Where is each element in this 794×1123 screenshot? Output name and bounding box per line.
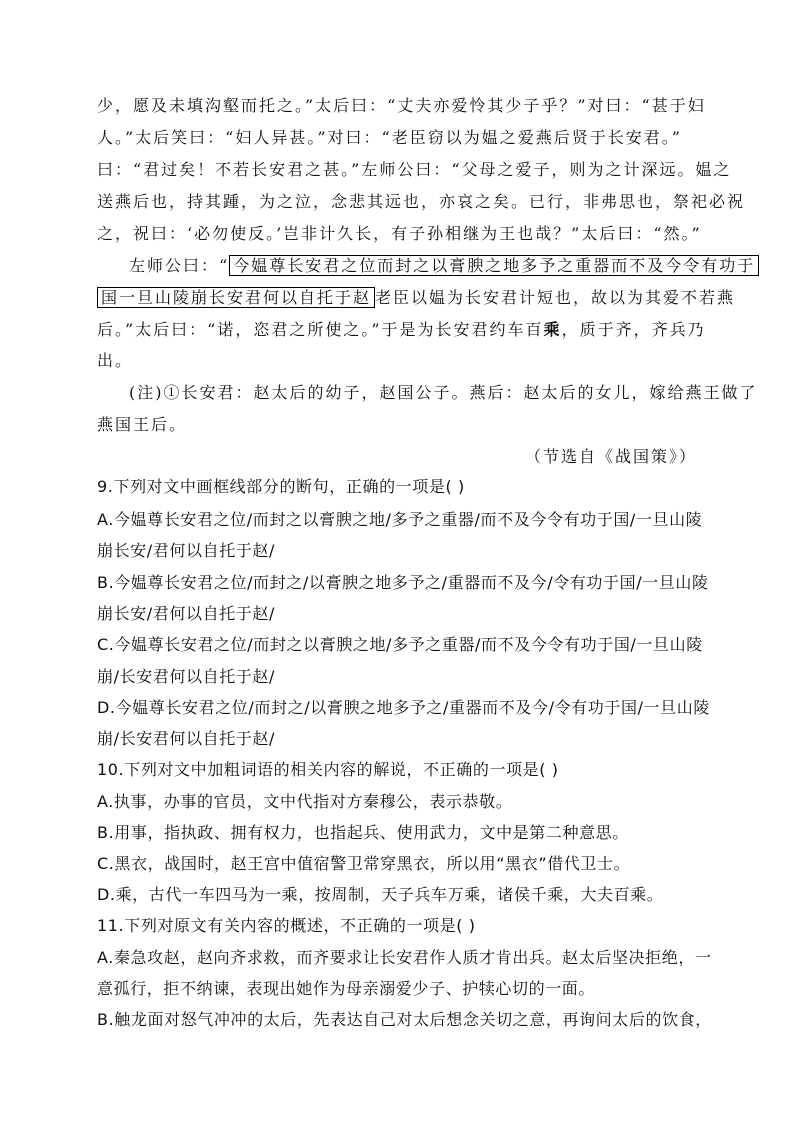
- q9-option-b-line1: B.今媪尊长安君之位/而封之/以膏腴之地多予之/重器而不及今/令有功于国/一旦山陵: [97, 573, 709, 592]
- q10-option-c: C.黑衣，战国时，赵王宫中值宿警卫常穿黑衣，所以用“黑衣”借代卫士。: [97, 854, 631, 873]
- q10-option-d: D.乘，古代一车四马为一乘，按周制，天子兵车万乘，诸侯千乘，大夫百乘。: [97, 885, 664, 904]
- q9-option-b-line2: 崩长安/君何以自托于赵/: [97, 604, 275, 623]
- q10-option-b: B.用事，指执政、拥有权力，也指起兵、使用武力，文中是第二种意思。: [97, 823, 629, 842]
- boxed-text-part1: 今媪尊长安君之位而封之以膏腴之地多予之重器而不及今令有功于: [229, 255, 759, 276]
- q11-option-b-line1: B.触龙面对怒气冲冲的太后，先表达自己对太后想念关切之意，再询问太后的饮食，: [97, 1010, 712, 1029]
- q9-option-a-line2: 崩长安/君何以自托于赵/: [97, 541, 275, 560]
- q9-option-d-line1: D.今媪尊长安君之位/而封之/以膏腴之地多予之/重器而不及今/令有功于国/一旦山陵: [97, 698, 710, 717]
- line8-before: 后。”太后曰：“诺，恣君之所使之。”于是为长安君约车百: [97, 320, 544, 339]
- q11-option-a-line1: A.秦急攻赵，赵向齐求救，而齐要求让长安君作人质才肯出兵。赵太后坚决拒绝，一: [97, 948, 712, 967]
- passage-line-5: 之，祝曰：‘必勿使反。’岂非计久长，有子孙相继为王也哉？”太后曰：“然。”: [97, 224, 702, 243]
- passage-line-9: 出。: [97, 351, 134, 370]
- line8-after: ，质于齐，齐兵乃: [561, 320, 706, 339]
- passage-line-3: 曰：“君过矣！不若长安君之甚。”左师公曰：“父母之爱子，则为之计深远。媪之: [97, 160, 732, 179]
- q9-option-c-line1: C.今媪尊长安君之位/而封之以膏腴之地/多予之重器/而不及今令有功于国/一旦山陵: [97, 635, 703, 654]
- q9-stem: 9.下列对文中画框线部分的断句，正确的一项是( ): [97, 477, 465, 496]
- q11-option-a-line2: 意孤行，拒不纳谏，表现出她作为母亲溺爱少子、护犊心切的一面。: [97, 979, 596, 998]
- boxed-text-part2: 国一旦山陵崩长安君何以自托于赵: [97, 287, 375, 308]
- passage-line-6: [129, 255, 756, 277]
- q9-option-a-line1: A.今媪尊长安君之位/而封之以膏腴之地/多予之重器/而不及今令有功于国/一旦山陵: [97, 510, 703, 529]
- passage-line-2: 人。”太后笑曰：“妇人异甚。”对曰：“老臣窃以为媪之爱燕后贤于长安君。”: [97, 128, 682, 147]
- q9-option-c-line2: 崩/长安君何以自托于赵/: [97, 667, 275, 686]
- line6-prefix: 左师公曰：“: [129, 256, 230, 275]
- bold-word-cheng: 乘: [543, 320, 562, 339]
- note-line-1: (注)①长安君：赵太后的幼子，赵国公子。燕后：赵太后的女儿，嫁给燕王做了: [129, 383, 758, 402]
- q9-option-d-line2: 崩/长安君何以自托于赵/: [97, 729, 275, 748]
- q10-option-a: A.执事，办事的官员，文中代指对方秦穆公，表示恭敬。: [97, 792, 513, 811]
- passage-line-8: [97, 319, 706, 341]
- q10-stem: 10.下列对文中加粗词语的相关内容的解说，不正确的一项是( ): [97, 760, 559, 779]
- source-citation: （节选自《战国策》）: [524, 447, 697, 466]
- note-line-2: 燕国王后。: [97, 415, 188, 434]
- passage-line-4: 送燕后也，持其踵，为之泣，念悲其远也，亦哀之矣。已行，非弗思也，祭祀必祝: [97, 192, 746, 211]
- passage-line-7: [97, 287, 736, 309]
- q11-stem: 11.下列对原文有关内容的概述，不正确的一项是( ): [97, 916, 476, 935]
- passage-line-1: 少，愿及未填沟壑而托之。”太后曰：“丈夫亦爱怜其少子乎？”对曰：“甚于妇: [97, 96, 706, 115]
- line7-suffix: 老臣以媪为长安君计短也，故以为其爱不若燕: [375, 288, 736, 307]
